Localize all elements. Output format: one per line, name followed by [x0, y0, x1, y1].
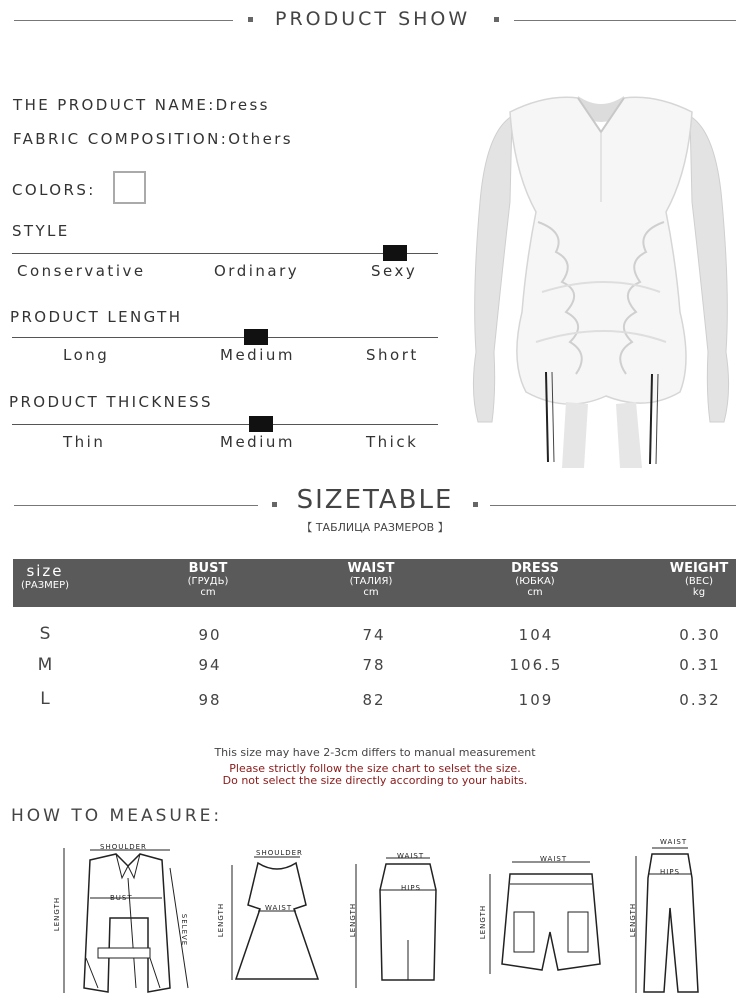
jacket-bust-label: BUST [110, 894, 133, 902]
cell-size: S [39, 624, 53, 644]
length-title: PRODUCT LENGTH [10, 308, 183, 326]
length-scale-line [12, 337, 438, 338]
col-dress-unit: cm [527, 587, 543, 599]
skirt-waist-label: WAIST [397, 852, 425, 860]
col-dress-main: DRESS [511, 561, 559, 576]
cell-dress: 104 [518, 626, 554, 644]
col-bust-unit: cm [200, 587, 216, 599]
cell-size: M [37, 655, 55, 675]
cell-weight: 0.31 [679, 656, 721, 674]
fabric-value: Others [228, 130, 293, 148]
dress-waist-label: WAIST [265, 904, 293, 912]
cell-waist: 74 [362, 626, 386, 644]
jacket-shoulder-label: SHOULDER [100, 843, 147, 851]
col-waist [335, 562, 407, 598]
dress-shoulder-label: SHOULDER [256, 849, 303, 857]
col-waist-sub: (ТАЛИЯ) [349, 576, 393, 588]
jacket-measure-diagram [50, 838, 200, 996]
length-option-short: Short [366, 346, 419, 364]
sizetable-dot-right [473, 502, 478, 507]
colors-label: COLORS: [12, 181, 96, 199]
product-photo [466, 92, 736, 468]
jacket-sleeve-label: SELEVE [180, 913, 189, 947]
dress-measure-diagram [214, 845, 324, 985]
measure-title: HOW TO MEASURE: [11, 806, 223, 826]
cell-bust: 94 [198, 656, 222, 674]
col-weight [663, 562, 735, 598]
page-title: PRODUCT SHOW [275, 8, 471, 30]
header-rule-left [14, 20, 233, 21]
sizetable-subtitle: 【 ТАБЛИЦА РАЗМЕРОВ 】 [301, 521, 449, 534]
shorts-measure-diagram [478, 852, 618, 982]
col-bust [173, 562, 243, 598]
cell-waist: 78 [362, 656, 386, 674]
size-warning-1: Please strictly follow the size chart to selset the size. [229, 762, 521, 775]
style-option-ordinary: Ordinary [214, 262, 300, 280]
sizetable-rule-right [490, 505, 736, 506]
header-dot-left [248, 17, 253, 22]
col-dress-sub: (ЮБКА) [515, 576, 555, 588]
dress-length-label: LENGTH [217, 902, 226, 938]
style-scale-line [12, 253, 438, 254]
col-weight-unit: kg [692, 587, 706, 599]
product-name-value: Dress [215, 96, 270, 114]
skirt-hips-label: HIPS [401, 884, 421, 892]
thickness-scale-line [12, 424, 438, 425]
thickness-marker [249, 416, 273, 432]
trousers-length-label: LENGTH [629, 902, 638, 938]
cell-weight: 0.30 [679, 626, 721, 644]
jacket-length-label: LENGTH [53, 896, 62, 932]
shorts-length-label: LENGTH [479, 904, 488, 940]
cell-dress: 109 [518, 691, 554, 709]
shorts-waist-label: WAIST [540, 855, 568, 863]
col-weight-sub: (ВЕС) [685, 576, 713, 588]
style-option-sexy: Sexy [371, 262, 418, 280]
style-option-conservative: Conservative [17, 262, 146, 280]
cell-size: L [40, 689, 52, 709]
trousers-hips-label: HIPS [660, 868, 680, 876]
cell-weight: 0.32 [679, 691, 721, 709]
header-dot-right [494, 17, 499, 22]
thickness-title: PRODUCT THICKNESS [9, 393, 213, 411]
length-marker [244, 329, 268, 345]
cell-bust: 90 [198, 626, 222, 644]
thickness-option-thin: Thin [63, 433, 106, 451]
length-option-long: Long [63, 346, 110, 364]
trousers-measure-diagram [626, 838, 716, 998]
thickness-option-medium: Medium [220, 433, 295, 451]
size-warning-2: Do not select the size directly according to your habits. [222, 774, 528, 787]
fabric-label: FABRIC COMPOSITION: [13, 130, 229, 148]
col-bust-main: BUST [188, 561, 228, 576]
size-note: This size may have 2-3cm differs to manual measurement [214, 746, 536, 759]
col-size-sub: (РАЗМЕР) [20, 579, 70, 591]
col-dress [499, 562, 571, 598]
col-weight-main: WEIGHT [669, 561, 729, 576]
sizetable-title: SIZETABLE [296, 485, 454, 515]
product-name-label: THE PRODUCT NAME: [13, 96, 216, 114]
style-marker [383, 245, 407, 261]
cell-waist: 82 [362, 691, 386, 709]
length-option-medium: Medium [220, 346, 295, 364]
header-rule-right [514, 20, 736, 21]
col-size [15, 563, 75, 591]
trousers-waist-label: WAIST [660, 838, 688, 846]
col-bust-sub: (ГРУДЬ) [187, 576, 229, 588]
product-name-row [13, 96, 270, 114]
cell-dress: 106.5 [509, 656, 563, 674]
size-table-header [13, 559, 736, 607]
cell-bust: 98 [198, 691, 222, 709]
fabric-row [13, 130, 293, 148]
thickness-option-thick: Thick [366, 433, 419, 451]
skirt-measure-diagram [346, 850, 446, 990]
col-waist-main: WAIST [347, 561, 395, 576]
col-waist-unit: cm [363, 587, 379, 599]
color-swatch [113, 171, 146, 204]
col-size-main: size [26, 562, 64, 580]
skirt-length-label: LENGTH [349, 902, 358, 938]
style-title: STYLE [12, 222, 70, 240]
